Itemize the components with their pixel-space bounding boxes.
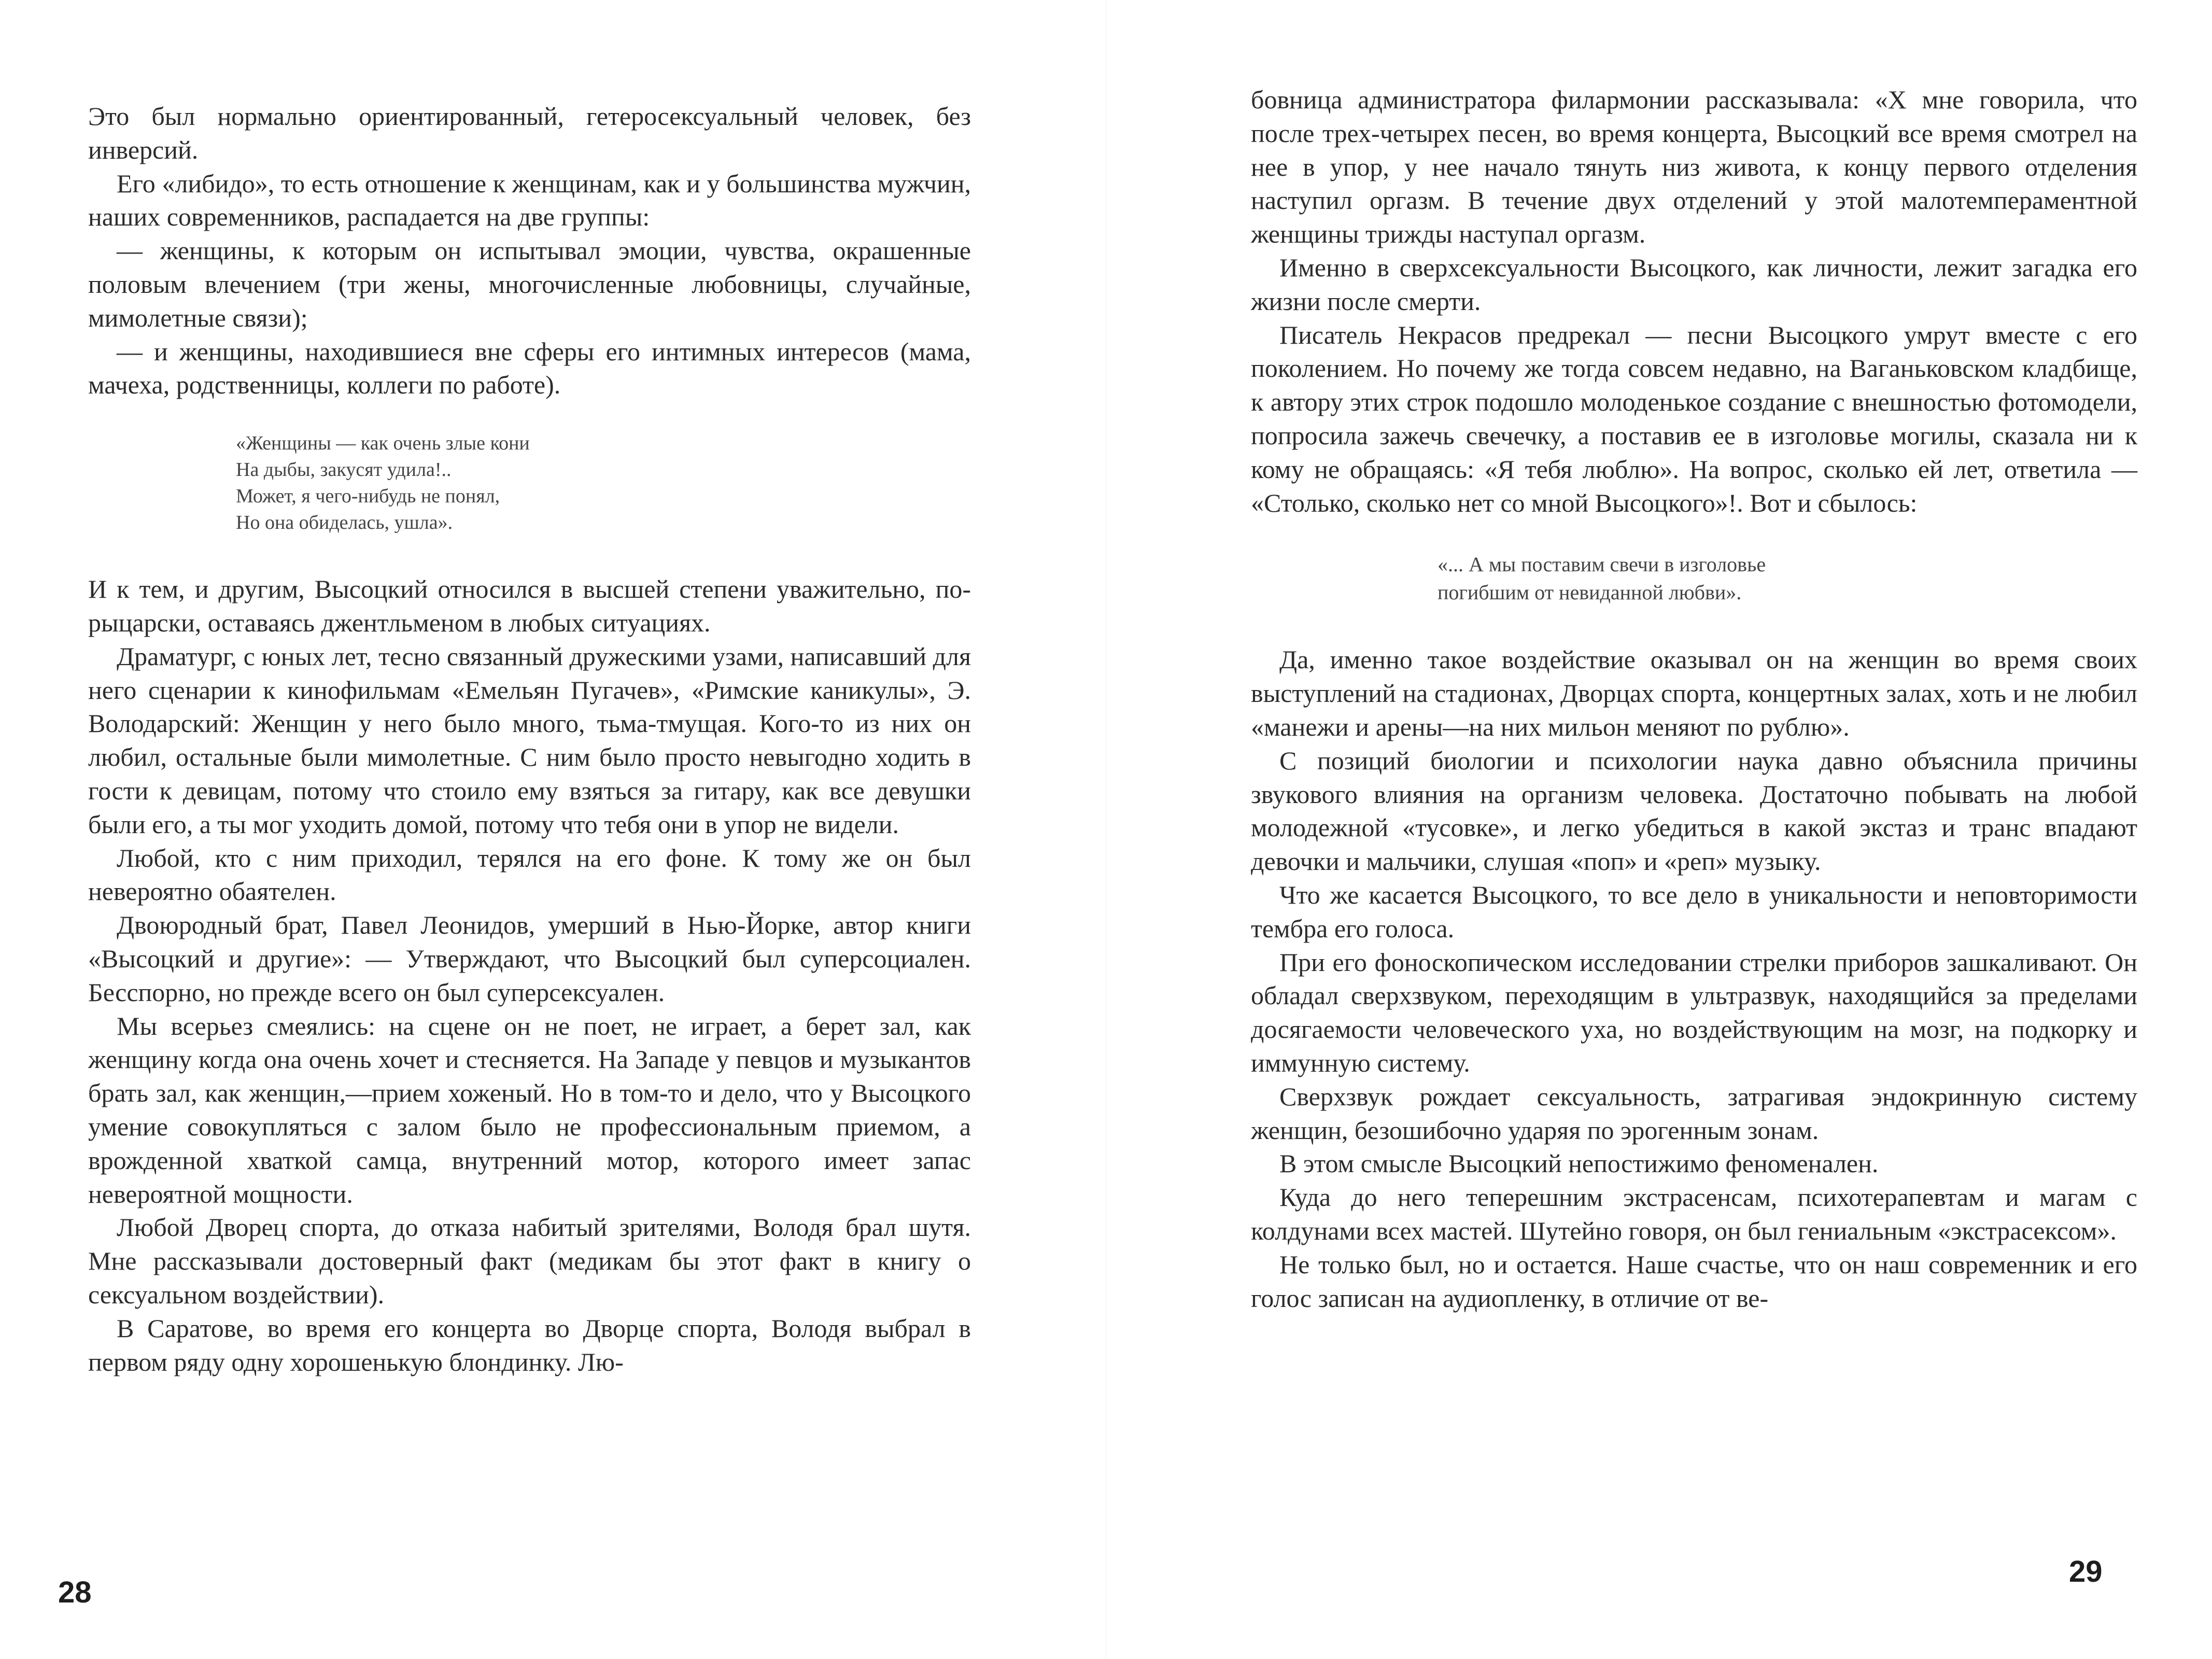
paragraph: Не только был, но и остается. Наше счастье, что он наш современник и его голос записан на аудиопленку, в отличие от ве- [1251, 1249, 2137, 1313]
paragraph: Мы всерьез смеялись: на сцене он не поет, не играет, а берет зал, как женщину когда она очень хочет и стесняется. На Западе у певцов и музыкантов брать зал, как женщин,—прием хоженый. Но в том-то и дело, что у Высоцкого умение совокупляться с залом было не профессиональным приемом, а врожденной хваткой самца, внутренний мотор, которого имеет запас невероятной мощности. [88, 1011, 971, 1208]
paragraph: В Саратове, во время его концерта во Дворце спорта, Володя выбрал в первом ряду одну хорошенькую блондинку. Лю- [88, 1313, 971, 1376]
page-number: 28 [58, 1576, 92, 1609]
paragraph: Драматург, с юных лет, тесно связанный дружескими узами, написавший для него сценарии к кинофильмам «Емельян Пугачев», «Римские каникулы», Э. Володарский: Женщин у него было много, тьма-тмущая. Кого-то из них он любил, остальные были мимолетные. С ним было просто невыгодно ходить в гости к девицам, потому что стоило ему взяться за гитару, как все девушки были его, а ты мог уходить домой, потому что тебя они в упор не видели. [88, 641, 971, 839]
paragraph: При его фоноскопическом исследовании стрелки приборов зашкаливают. Он обладал сверхзвуком, переходящим в ультразвук, находящийся за пределами досягаемости человеческого уха, но воздействующим на мозг, на подкорку и иммунную систему. [1251, 947, 2137, 1077]
paragraph: — женщины, к которым он испытывал эмоции, чувства, окрашенные половым влечением (три жены, многочисленные любовницы, случайные, мимолетные связи); [88, 236, 971, 332]
paragraph: Двоюродный брат, Павел Леонидов, умерший в Нью-Йорке, автор книги «Высоцкий и другие»: — Утверждают, что Высоцкий был суперсоциален. Бесспорно, но прежде всего он был суперсексуален. [88, 910, 971, 1007]
paragraph: Писатель Некрасов предрекал — песни Высоцкого умрут вместе с его поколением. Но почему же тогда совсем недавно, на Ваганьковском кладбище, к автору этих строк подошло молоденькое создание с внешностью фотомодели, попросила зажечь свечечку, а поставив ее в изголовье могилы, сказала ни к кому не обращаясь: «Я тебя люблю». На вопрос, сколько ей лет, ответила — «Столько, сколько нет со мной Высоцкого»!. Вот и сбылось: [1251, 320, 2137, 517]
paragraph: Куда до него теперешним экстрасенсам, психотерапевтам и магам с колдунами всех мастей. Шутейно говоря, он был гениальным «экстрасексом». [1251, 1183, 2137, 1245]
stanza-line: Но она обиделась, ушла». [236, 512, 453, 534]
stanza-line: Может, я чего-нибудь не понял, [236, 485, 500, 508]
stanza-line: погибшим от невиданной любви». [1438, 581, 1742, 604]
paragraph: В этом смысле Высоцкий непостижимо феноменален. [1279, 1149, 1879, 1178]
paragraph: С позиций биологии и психологии наука давно объяснила причины звукового влияния на организм человека. Достаточно побывать на любой молодежной «тусовке», и легко убедиться в какой экстаз и транс впадают девочки и мальчики, слушая «поп» и «реп» музыку. [1251, 746, 2137, 876]
paragraph: — и женщины, находившиеся вне сферы его интимных интересов (мама, мачеха, родственницы, коллеги по работе). [88, 336, 971, 400]
paragraph: Любой Дворец спорта, до отказа набитый зрителями, Володя брал шутя. Мне рассказывали достоверный факт (медикам бы этот факт в книгу о сексуальном воздействии). [88, 1213, 971, 1309]
paragraph: И к тем, и другим, Высоцкий относился в высшей степени уважительно, по-рыцарски, оставаясь джентльменом в любых ситуациях. [88, 574, 971, 637]
paragraph: Да, именно такое воздействие оказывал он на женщин во время своих выступлений на стадионах, Дворцах спорта, концертных залах, хоть и не любил «манежи и арены—на них мильон меняют по рублю». [1251, 645, 2137, 741]
poem-stanza [236, 430, 971, 536]
paragraph: Любой, кто с ним приходил, терялся на его фоне. К тому же он был невероятно обаятелен. [88, 843, 971, 906]
paragraph: Что же касается Высоцкого, то все дело в уникальности и неповторимости тембра его голоса. [1251, 880, 2137, 943]
paragraph: Именно в сверхсексуальности Высоцкого, как личности, лежит загадка его жизни после смерти. [1251, 252, 2137, 316]
stanza-line: «Женщины — как очень злые кони [236, 432, 530, 455]
paragraph: Это был нормально ориентированный, гетеросексуальный человек, без инверсий. [88, 102, 971, 164]
paragraph: бовница администратора филармонии рассказывала: «X мне говорила, что после трех-четырех песен, во время концерта, Высоцкий все время смотрел на нее в упор, у нее начало тянуть низ живота, к концу первого отделения наступил оргазм. В течение двух отделений у этой малотемпераментной женщины трижды наступал оргазм. [1251, 85, 2137, 249]
right-text-column [1251, 83, 2137, 1315]
stanza-line: На дыбы, закусят удила!.. [236, 459, 452, 481]
left-text-column [88, 100, 971, 1379]
right-page [1106, 0, 2212, 1659]
stanza-line: «... А мы поставим свечи в изголовье [1438, 553, 1766, 577]
paragraph: Сверхзвук рождает сексуальность, затрагивая эндокринную систему женщин, безошибочно ударяя по эрогенным зонам. [1251, 1081, 2137, 1145]
page-number: 29 [2069, 1555, 2103, 1588]
poem-stanza [1438, 551, 2137, 607]
paragraph: Его «либидо», то есть отношение к женщинам, как и у большинства мужчин, наших современников, распадается на две группы: [88, 168, 971, 232]
